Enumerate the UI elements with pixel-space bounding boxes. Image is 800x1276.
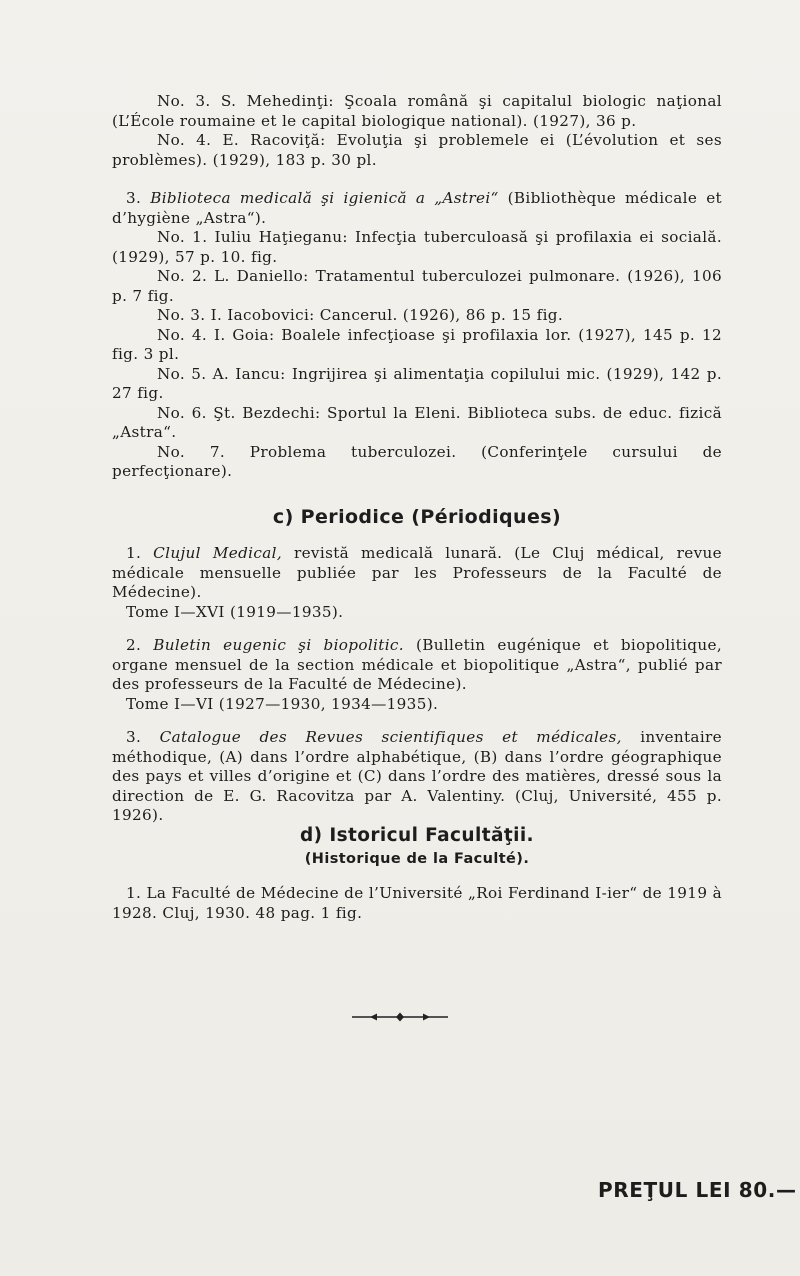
list-item: No. 5. A. Iancu: Ingrijirea şi alimentaţia copilului mic. (1929), 142 p. 27 fig. [112, 364, 722, 402]
list-item: 2. Buletin eugenic şi biopolitic. (Bulletin eugénique et biopolitique, organe mensuel de la section médicale et biopolitique „Astra“, publié par des professeurs de la Faculté de Médecine). [112, 636, 722, 693]
list-item: No. 3. S. Mehedinţi: Şcoala română şi capitalul biologic naţional (L’École roumaine et le capital biologique national). (1927), 36 p. [112, 92, 722, 130]
list-item: 1. Clujul Medical, revistă medicală lunară. (Le Cluj médical, revue médicale mensuelle publiée par les Professeurs de la Faculté de Médecine). [112, 544, 722, 601]
section-d [112, 824, 722, 923]
list-item-extra: Tome I—XVI (1919—1935). [126, 602, 344, 621]
section-subheading: (Historique de la Faculté). [304, 851, 530, 867]
price-label: PREŢUL LEI 80.— [598, 1178, 797, 1202]
list-item: No. 7. Problema tuberculozei. (Conferinţele cursului de perfecţionare). [112, 442, 722, 480]
list-item: No. 1. Iuliu Haţieganu: Infecţia tuberculoasă şi profilaxia ei socială. (1929), 57 p. 10. fig. [112, 228, 722, 266]
list-item: No. 4. I. Goia: Boalele infecţioase şi profilaxia lor. (1927), 145 p. 12 fig. 3 pl. [112, 325, 722, 363]
section-title: 3. Biblioteca medicală şi igienică a „Astrei“ (Bibliothèque médicale et d’hygiène „Astra“). [112, 189, 722, 227]
list-item: No. 4. E. Racoviţă: Evoluţia şi problemele ei (L’évolution et ses problèmes). (1929), 183 p. 30 pl. [112, 131, 722, 169]
list-item: No. 3. I. Iacobovici: Cancerul. (1926), 86 p. 15 fig. [157, 306, 564, 324]
section-heading: c) Periodice (Périodiques) [272, 506, 562, 528]
section-heading: d) Istoricul Facultăţii. [300, 825, 534, 846]
list-item-extra: Tome I—VI (1927—1930, 1934—1935). [126, 694, 439, 713]
text-block-top [112, 92, 722, 482]
ornament-divider-icon [350, 1010, 450, 1024]
list-item: 3. Catalogue des Revues scientifiques et médicales, inventaire méthodique, (A) dans l’ordre alphabétique, (B) dans l’ordre géographique des pays et villes d’origine et (C) dans l’ordre des matières, dressé sous la direction de E. G. Racovitza par A. Valentiny. (Cluj, Université, 455 p. 1926). [112, 728, 722, 824]
section-c [112, 504, 722, 826]
list-item: No. 2. L. Daniello: Tratamentul tuberculozei pulmonare. (1926), 106 p. 7 fig. [112, 267, 722, 305]
list-item: No. 6. Şt. Bezdechi: Sportul la Eleni. Biblioteca subs. de educ. fizică „Astra“. [112, 403, 722, 441]
list-item: 1. La Faculté de Médecine de l’Université „Roi Ferdinand I-ier“ de 1919 à 1928. Cluj, 1930. 48 pag. 1 fig. [112, 884, 722, 922]
